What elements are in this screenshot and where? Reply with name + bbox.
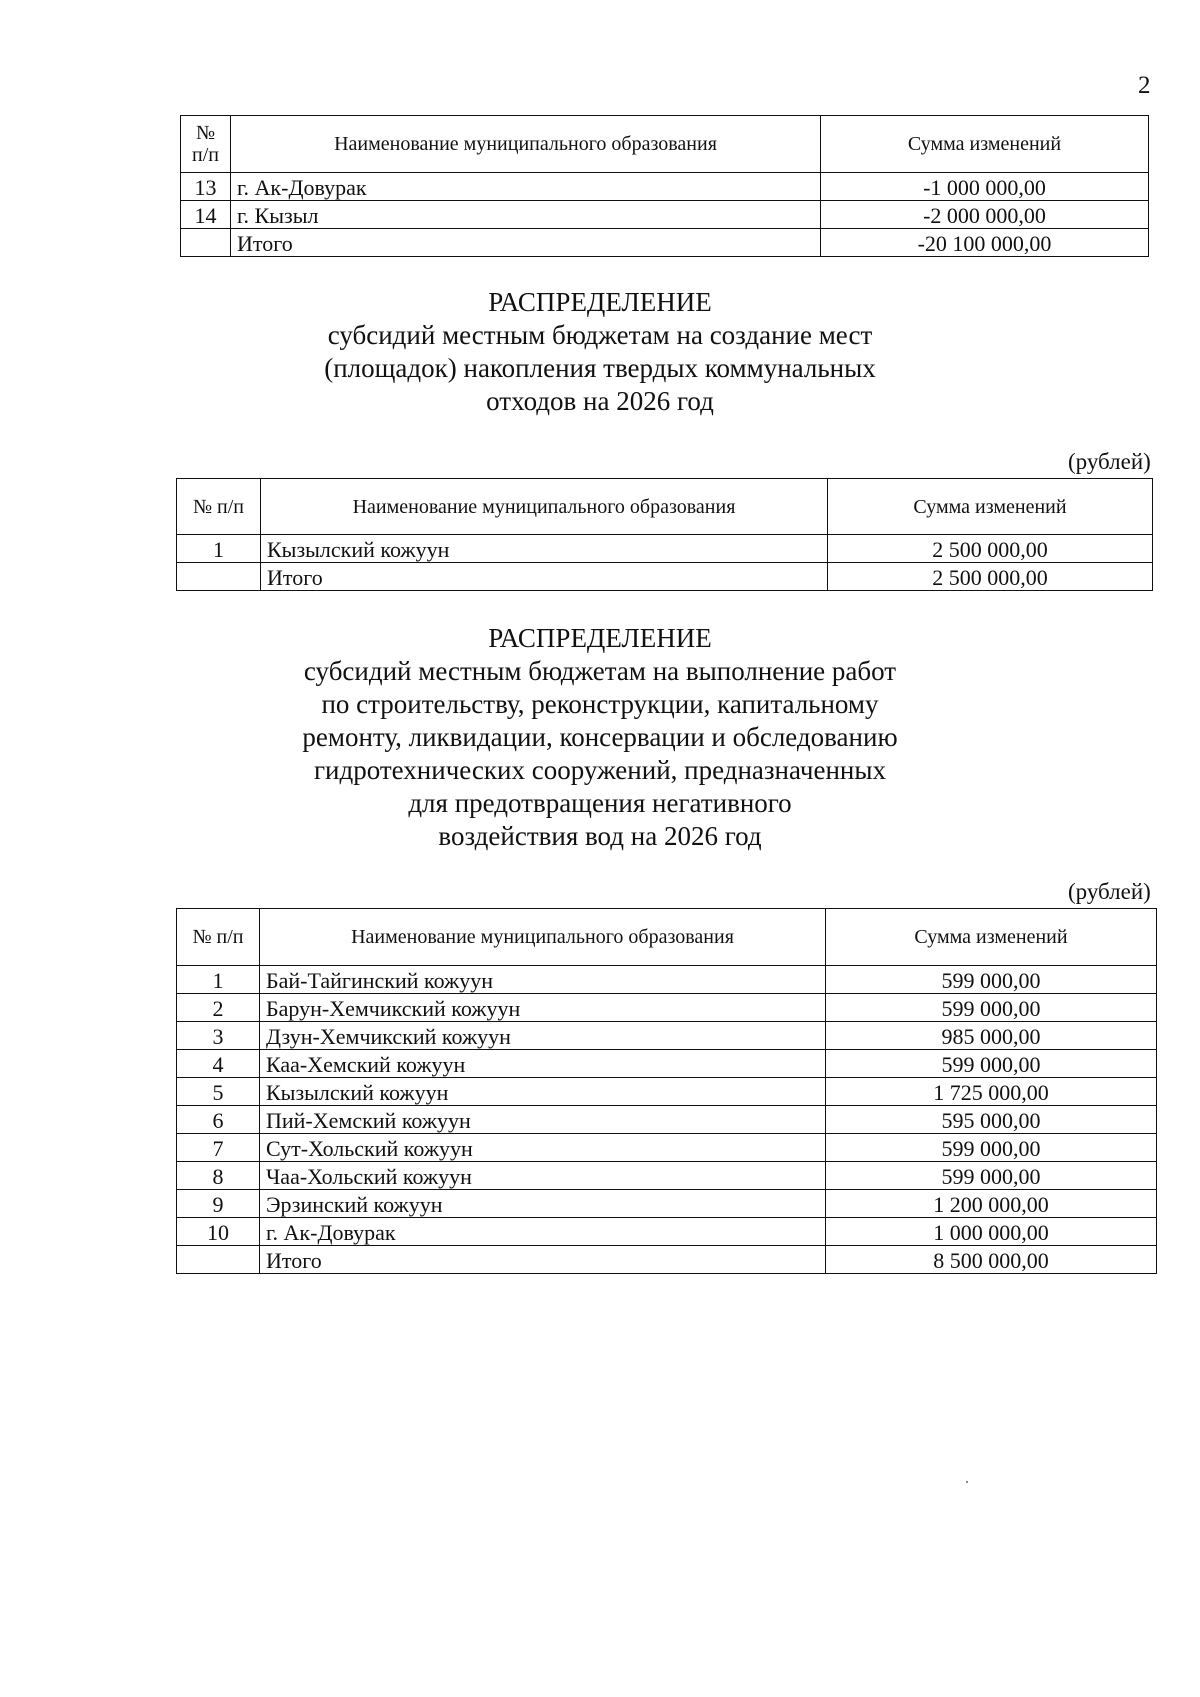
table-waste-body: [177, 535, 1153, 563]
row-sum: 599 000,00: [826, 1162, 1157, 1190]
section-waste-subtitle: субсидий местным бюджетам на создание мест (площадок) накопления твердых коммунальных отходов на 2026 год: [324, 320, 876, 416]
row-number: 8: [177, 1162, 260, 1190]
row-number: 1: [177, 535, 261, 563]
header-num: № п/п: [177, 909, 260, 966]
row-name: г. Ак-Довурак: [260, 1218, 826, 1246]
header-num: № п/п: [177, 479, 261, 535]
row-name: г. Ак-Довурак: [231, 173, 821, 201]
row-number: 13: [181, 173, 231, 201]
table-row: [177, 1190, 1157, 1218]
total-label: Итого: [231, 229, 821, 257]
row-sum: -1 000 000,00: [821, 173, 1149, 201]
row-name: Чаа-Хольский кожуун: [260, 1162, 826, 1190]
section-waste-title: [0, 286, 1200, 418]
row-name: Эрзинский кожуун: [260, 1190, 826, 1218]
section-hydro-subtitle: субсидий местным бюджетам на выполнение работ по строительству, реконструкции, капитальному ремонту, ликвидации, консервации и обследованию гидротехнических сооружений, предназначенных для предотвращения негативного воздействия вод на 2026 год: [302, 656, 898, 851]
row-number: 14: [181, 201, 231, 229]
header-sum: Сумма изменений: [821, 116, 1149, 173]
table-continued: [180, 115, 1149, 257]
row-number: 7: [177, 1134, 260, 1162]
row-name: Бай-Тайгинский кожуун: [260, 966, 826, 994]
table-waste: [176, 478, 1153, 591]
total-row: [181, 229, 1149, 257]
table-row: [177, 1022, 1157, 1050]
row-name: Кызылский кожуун: [260, 1078, 826, 1106]
section-hydro-title: [0, 622, 1200, 853]
row-sum: 599 000,00: [826, 966, 1157, 994]
row-name: Каа-Хемский кожуун: [260, 1050, 826, 1078]
table-hydro: [176, 908, 1157, 1274]
table-row: [181, 173, 1149, 201]
table-row: [177, 994, 1157, 1022]
section-waste-unit: (рублей): [1068, 449, 1151, 474]
row-sum: 2 500 000,00: [828, 535, 1153, 563]
row-name: г. Кызыл: [231, 201, 821, 229]
table-row: [177, 966, 1157, 994]
row-number: 1: [177, 966, 260, 994]
total-num-cell: [177, 1246, 260, 1274]
header-name: Наименование муниципального образования: [261, 479, 828, 535]
total-num-cell: [181, 229, 231, 257]
row-number: 4: [177, 1050, 260, 1078]
table-hydro-body: [177, 966, 1157, 1246]
table-row: [177, 535, 1153, 563]
row-sum: 1 000 000,00: [826, 1218, 1157, 1246]
table-row: [177, 1106, 1157, 1134]
row-name: Дзун-Хемчикский кожуун: [260, 1022, 826, 1050]
row-name: Барун-Хемчикский кожуун: [260, 994, 826, 1022]
section-hydro-unit: (рублей): [1068, 879, 1151, 904]
total-label: Итого: [261, 563, 828, 591]
total-sum: 2 500 000,00: [828, 563, 1153, 591]
row-sum: 599 000,00: [826, 994, 1157, 1022]
scan-speck: [966, 1481, 968, 1483]
row-sum: 985 000,00: [826, 1022, 1157, 1050]
section-waste-heading: РАСПРЕДЕЛЕНИЕ: [488, 287, 712, 317]
row-sum: 599 000,00: [826, 1134, 1157, 1162]
header-name: Наименование муниципального образования: [231, 116, 821, 173]
table-row: [177, 1050, 1157, 1078]
total-sum: 8 500 000,00: [826, 1246, 1157, 1274]
row-number: 2: [177, 994, 260, 1022]
header-num: № п/п: [181, 116, 231, 173]
total-row: [177, 563, 1153, 591]
page-number: 2: [1138, 72, 1151, 99]
total-row: [177, 1246, 1157, 1274]
row-name: Кызылский кожуун: [261, 535, 828, 563]
total-sum: -20 100 000,00: [821, 229, 1149, 257]
row-sum: 1 725 000,00: [826, 1078, 1157, 1106]
row-sum: 1 200 000,00: [826, 1190, 1157, 1218]
table-continued-body: [181, 173, 1149, 229]
row-name: Пий-Хемский кожуун: [260, 1106, 826, 1134]
row-number: 5: [177, 1078, 260, 1106]
total-label: Итого: [260, 1246, 826, 1274]
header-sum: Сумма изменений: [826, 909, 1157, 966]
row-name: Сут-Хольский кожуун: [260, 1134, 826, 1162]
table-row: [177, 1218, 1157, 1246]
row-number: 3: [177, 1022, 260, 1050]
table-row: [181, 201, 1149, 229]
header-sum: Сумма изменений: [828, 479, 1153, 535]
row-number: 9: [177, 1190, 260, 1218]
row-number: 6: [177, 1106, 260, 1134]
table-row: [177, 1162, 1157, 1190]
table-row: [177, 1078, 1157, 1106]
row-sum: 599 000,00: [826, 1050, 1157, 1078]
row-sum: 595 000,00: [826, 1106, 1157, 1134]
row-sum: -2 000 000,00: [821, 201, 1149, 229]
row-number: 10: [177, 1218, 260, 1246]
header-name: Наименование муниципального образования: [260, 909, 826, 966]
total-num-cell: [177, 563, 261, 591]
section-hydro-heading: РАСПРЕДЕЛЕНИЕ: [488, 623, 712, 653]
table-row: [177, 1134, 1157, 1162]
